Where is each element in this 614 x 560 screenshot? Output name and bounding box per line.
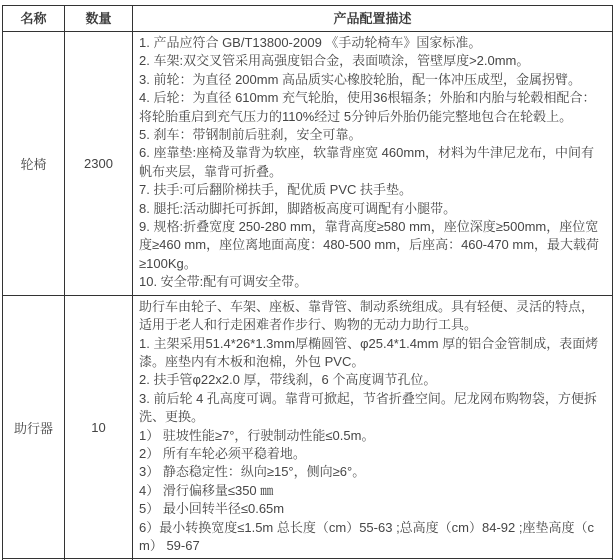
desc-line: 2. 扶手管φ22x2.0 厚，带线刹，6 个高度调节孔位。 xyxy=(139,372,437,388)
desc-line: 3. 前后轮 4 孔高度可调。靠背可掀起，节省折叠空间。尼龙网布购物袋，方便拆洗、更换。 xyxy=(139,390,597,425)
header-qty: 数量 xyxy=(65,6,133,32)
header-name: 名称 xyxy=(3,6,65,32)
desc-line: 1. 产品应符合 GB/T13800-2009 《手动轮椅车》国家标准。 xyxy=(139,35,482,50)
table-row-wheelchair xyxy=(3,32,613,296)
header-desc: 产品配置描述 xyxy=(133,6,613,32)
desc-line: 6）最小转换宽度≤1.5m 总长度（cm）55-63 ;总高度（cm）84-92 ;座垫高度（cm） 59-67 xyxy=(139,519,594,553)
desc-line: 1） 驻坡性能≥7°，行驶制动性能≤0.5m。 xyxy=(139,427,375,443)
desc-line: 3. 前轮：为直径 200mm 高品质实心橡胶轮胎，配一体冲压成型，金属拐臂。 xyxy=(139,71,582,87)
product-name: 助行器 xyxy=(3,295,65,559)
header-row xyxy=(3,6,613,32)
desc-line: 3） 静态稳定性：纵向≥15°，侧向≥6°。 xyxy=(139,464,366,480)
desc-line: 8. 腿托:活动脚托可拆卸，脚踏板高度可调配有小腿带。 xyxy=(139,200,457,216)
product-name: 轮椅 xyxy=(3,32,65,296)
desc-line: 2. 车架:双交叉管采用高强度铝合金，表面喷涂，管壁厚度>2.0mm。 xyxy=(139,53,530,69)
product-desc xyxy=(133,295,613,559)
desc-line: 10. 安全带:配有可调安全带。 xyxy=(139,274,308,290)
desc-line: 5） 最小回转半径≤0.65m xyxy=(139,501,285,517)
desc-line: 4. 后轮：为直径 610mm 充气轮胎，使用36根辐条；外胎和内胎与轮毂相配合：将轮胎重启到充气压力的110%经过 5分钟后外胎仍能完整地包合在轮毂上。 xyxy=(139,90,596,124)
product-qty: 10 xyxy=(65,295,133,559)
desc-line: 9. 规格:折叠宽度 250-280 mm，靠背高度≥580 mm，座位深度≥500mm，座位宽度≥460 mm，座位离地面高度：480-500 mm，后座高：460-470 mm，最大载荷≥100Kg。 xyxy=(139,219,600,271)
product-desc xyxy=(133,32,613,296)
desc-line: 助行车由轮子、车架、座板、靠背管、制动系统组成。具有轻便、灵活的特点，适用于老人和行走困难者作步行、购物的无动力助行工具。 xyxy=(139,298,595,333)
desc-line: 6. 座靠垫:座椅及靠背为软座，软靠背座宽 460mm，材料为牛津尼龙布，中间有帆布夹层，靠背可折叠。 xyxy=(139,145,595,179)
desc-line: 5. 刹车：带钢制前后驻刹，安全可靠。 xyxy=(139,127,362,143)
desc-line: 2） 所有车轮必须平稳着地。 xyxy=(139,445,306,461)
desc-line: 7. 扶手:可后翻阶梯扶手，配优质 PVC 扶手垫。 xyxy=(139,182,413,198)
table-row-walker xyxy=(3,295,613,559)
products-table xyxy=(2,5,613,560)
product-qty: 2300 xyxy=(65,32,133,296)
desc-line: 4） 滑行偏移量≤350 ㎜ xyxy=(139,482,274,498)
desc-line: 1. 主架采用51.4*26*1.3mm厚椭圆管、φ25.4*1.4mm 厚的铝合金管制成，表面烤漆。座垫内有木板和泡棉，外包 PVC。 xyxy=(139,335,599,369)
